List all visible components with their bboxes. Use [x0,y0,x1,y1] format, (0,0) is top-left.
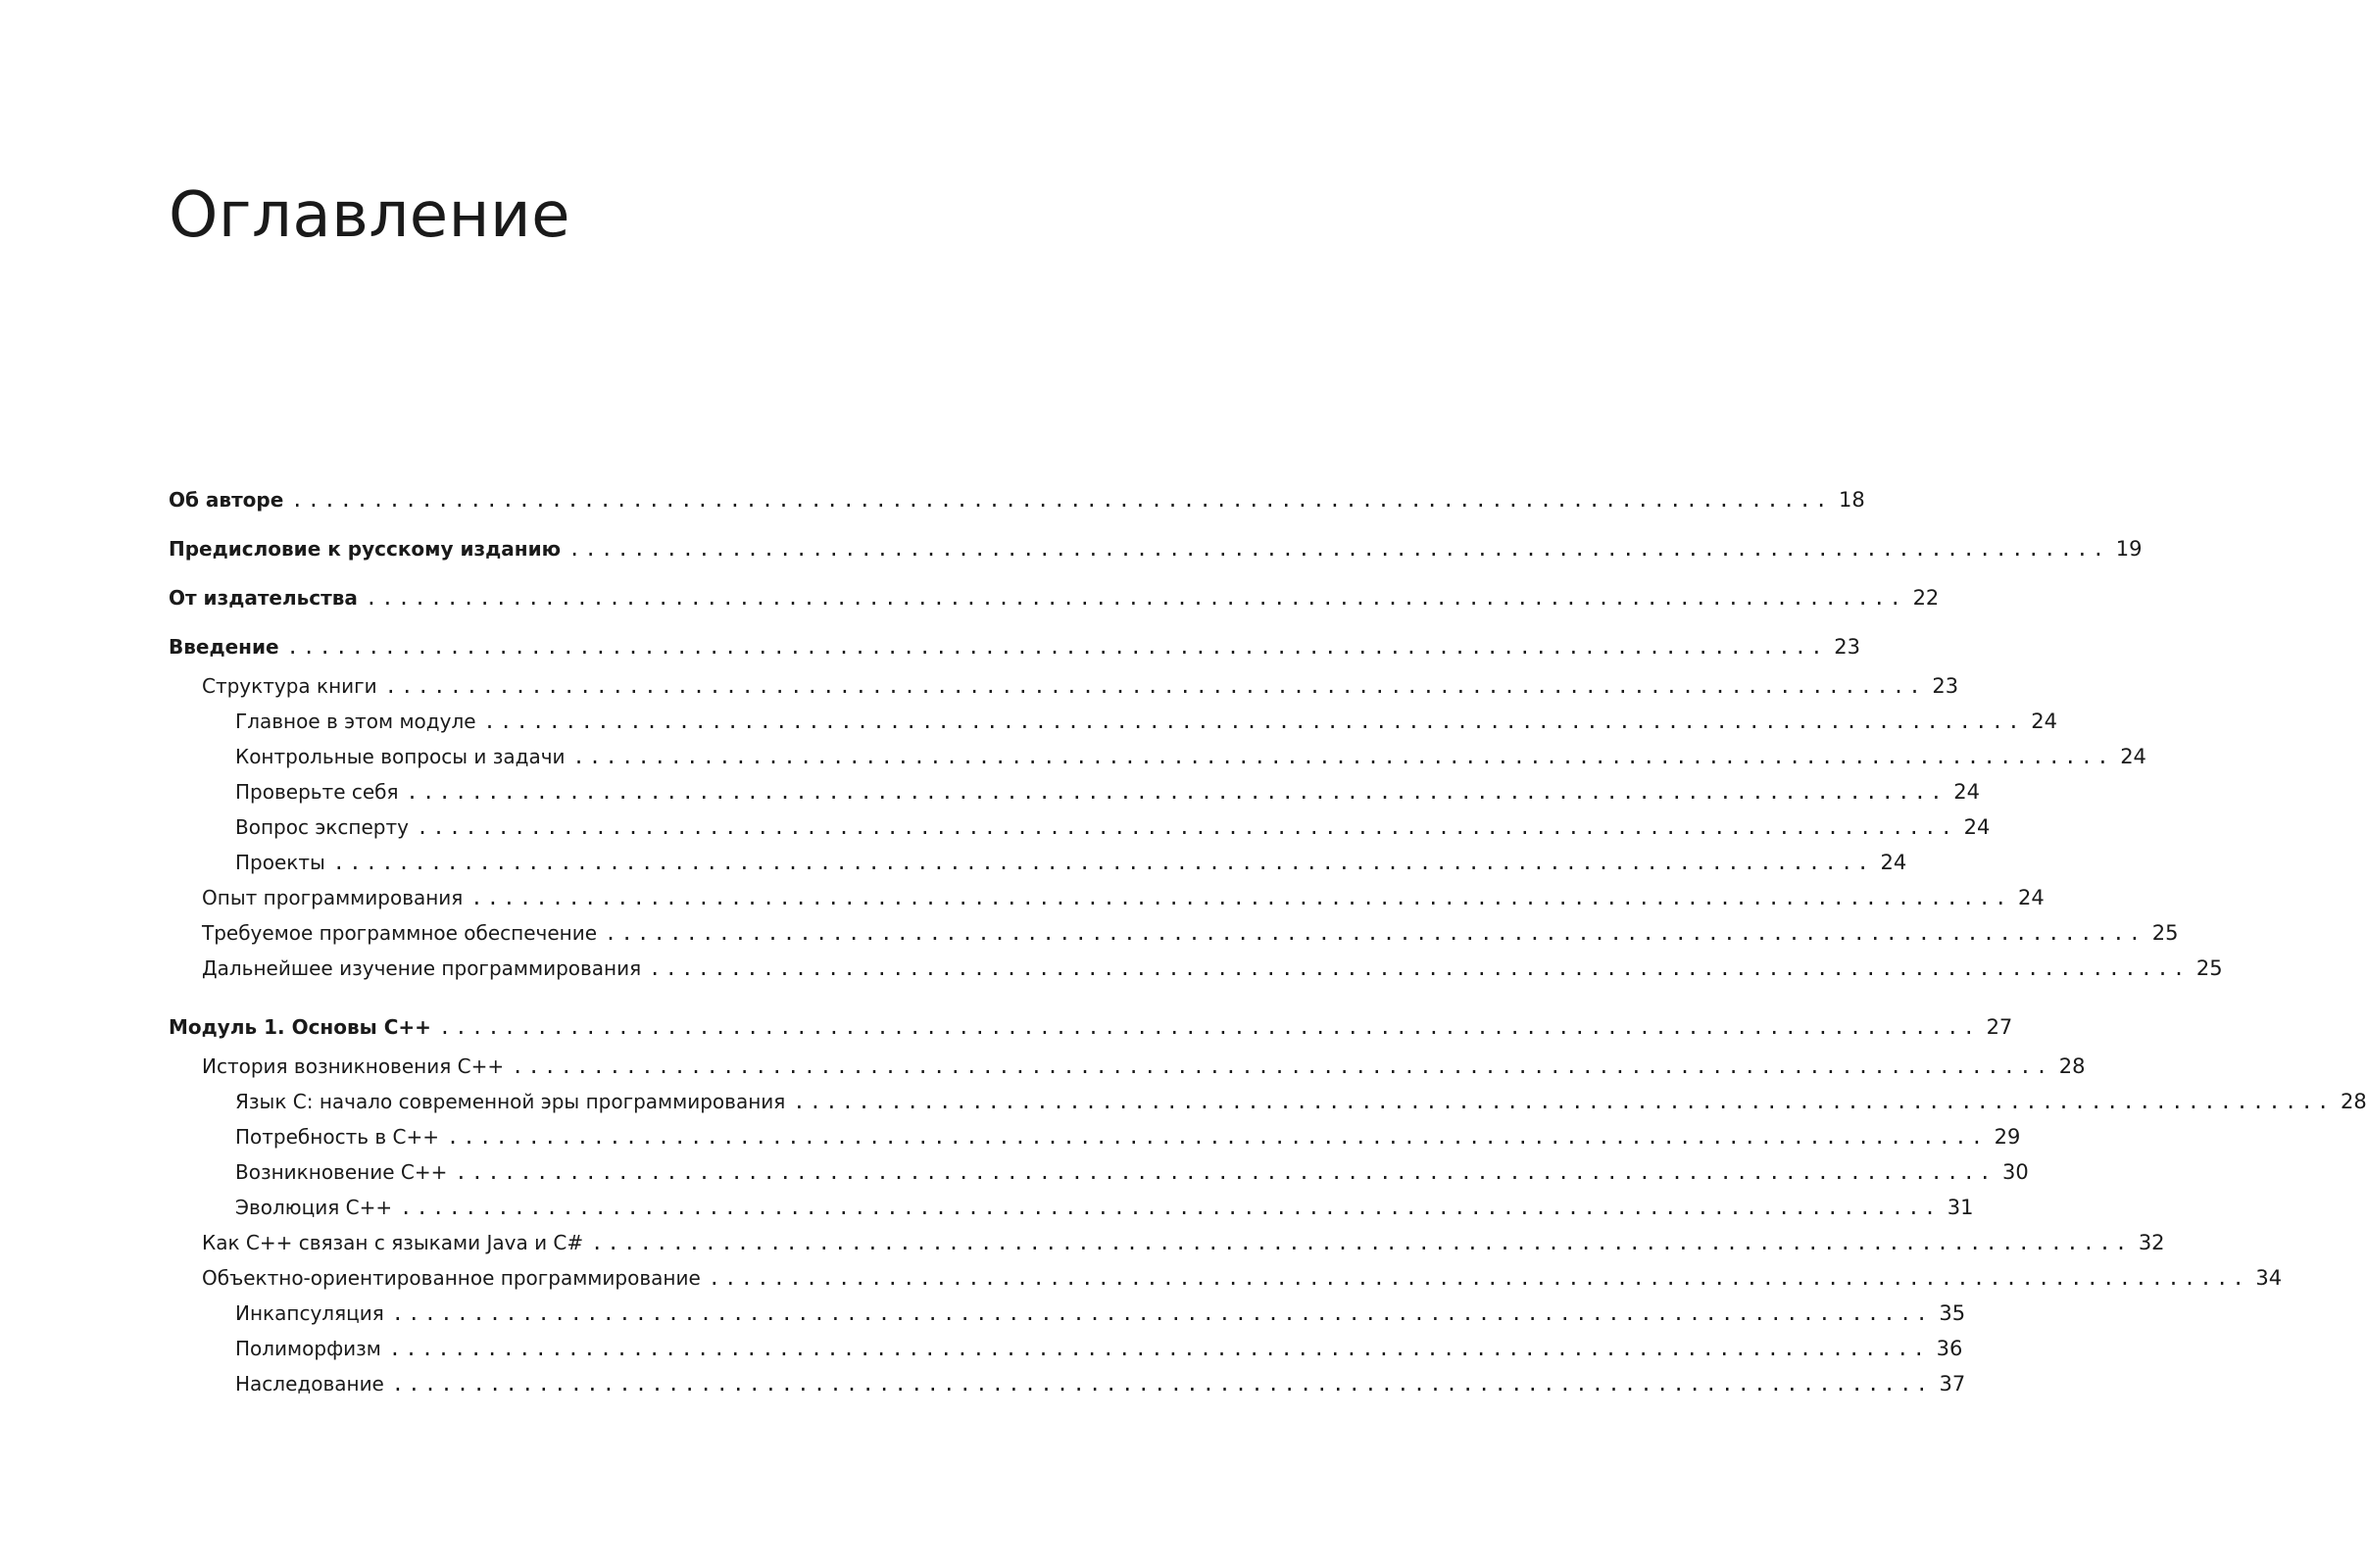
toc-entry-page: 24 [2120,745,2146,768]
toc-entry[interactable] [169,671,1959,701]
toc-entry[interactable] [169,534,2143,564]
toc-leader-dots: ............................................................................................... [391,1301,1933,1325]
toc-leader-dots: ............................................................................................... [591,1231,2132,1254]
toc-entry-page: 28 [2340,1090,2367,1113]
toc-entry-label: Объектно-ориентированное программирование [202,1266,701,1290]
toc-entry-label: От издательства [169,586,358,610]
toc-leader-dots: ............................................................................................... [391,1372,1933,1396]
toc-entry[interactable] [169,1012,2013,1042]
page-title: Оглавление [169,179,570,252]
toc-entry[interactable] [169,777,1980,807]
toc-leader-dots: ............................................................................................... [708,1266,2249,1290]
toc-entry[interactable] [169,742,2146,771]
toc-entry-page: 19 [2115,537,2143,561]
toc-entry-label: Требуемое программное обеспечение [202,921,598,945]
toc-entry-label: Структура книги [202,674,377,698]
toc-entry-label: Введение [169,635,279,659]
toc-leader-dots: ............................................................................................... [365,586,1906,610]
toc-entry[interactable] [169,707,2057,736]
toc-entry-label: Проверьте себя [235,780,399,804]
toc-entry-page: 18 [1838,488,1865,512]
toc-leader-dots: ............................................................................................... [455,1160,1996,1184]
toc-leader-dots: ............................................................................................... [512,1054,2052,1078]
toc-entry-page: 30 [2002,1160,2029,1184]
toc-leader-dots: ............................................................................................... [438,1015,1980,1039]
toc-entry[interactable] [169,1334,1963,1363]
toc-entry-label: Модуль 1. Основы C++ [169,1015,431,1039]
toc-leader-dots: ............................................................................................... [483,710,2024,733]
toc-leader-dots: ............................................................................................... [605,921,2145,945]
toc-leader-dots: ............................................................................................... [470,886,2011,909]
toc-entry[interactable] [169,1157,2029,1187]
toc-entry[interactable] [169,918,2179,948]
toc-leader-dots: ............................................................................................... [286,635,1827,659]
toc-entry-label: Наследование [235,1372,384,1396]
toc-entry[interactable] [169,1193,1974,1222]
toc-entry[interactable] [169,485,1865,514]
toc-entry-page: 22 [1912,586,1940,610]
toc-entry-label: Об авторе [169,488,284,512]
toc-entry[interactable] [169,954,2223,983]
toc-entry[interactable] [169,1228,2165,1257]
toc-entry[interactable] [169,1263,2283,1293]
toc-entry-page: 32 [2138,1231,2165,1254]
toc-entry-page: 27 [1986,1015,2013,1039]
toc-entry[interactable] [169,632,1860,662]
toc-entry-page: 31 [1947,1196,1974,1219]
toc-leader-dots: ............................................................................................... [649,956,2190,980]
toc-entry-page: 28 [2058,1054,2086,1078]
toc-leader-dots: ............................................................................................... [793,1090,2334,1113]
toc-entry-label: Возникновение C++ [235,1160,448,1184]
toc-leader-dots: ............................................................................................... [384,674,1926,698]
toc-leader-dots: ............................................................................................... [416,815,1957,839]
toc-entry-page: 24 [1963,815,1991,839]
toc-entry-page: 23 [1834,635,1860,659]
toc-entry-label: Контрольные вопросы и задачи [235,745,566,768]
toc-leader-dots: ............................................................................................... [447,1125,1988,1149]
toc-entry-label: Инкапсуляция [235,1301,384,1325]
toc-entry-page: 35 [1939,1301,1966,1325]
toc-entry-page: 23 [1932,674,1959,698]
toc-leader-dots: ............................................................................................... [291,488,1832,512]
toc-entry-label: Предисловие к русскому изданию [169,537,562,561]
toc-entry-label: Главное в этом модуле [235,710,476,733]
toc-entry-label: Вопрос эксперту [235,815,409,839]
toc-entry-page: 25 [2151,921,2179,945]
toc-entry-page: 37 [1939,1372,1966,1396]
toc-entry-page: 34 [2255,1266,2283,1290]
toc-entry-label: История возникновения C++ [202,1054,505,1078]
toc-entry-label: Проекты [235,851,325,874]
toc-entry-label: Опыт программирования [202,886,464,909]
toc-entry[interactable] [169,1087,2367,1116]
toc-entry-label: Дальнейшее изучение программирования [202,956,642,980]
toc-entry[interactable] [169,1298,1966,1328]
toc-entry-page: 29 [1994,1125,2021,1149]
toc-entry[interactable] [169,1369,1966,1398]
toc-entry-label: Эволюция C++ [235,1196,393,1219]
toc-entry-page: 25 [2195,956,2223,980]
toc-entry-page: 24 [2031,710,2057,733]
toc-entry[interactable] [169,583,1940,612]
toc-entry[interactable] [169,812,1991,842]
toc-entry[interactable] [169,883,2045,912]
toc-leader-dots: ............................................................................................... [332,851,1874,874]
toc-entry-label: Потребность в C++ [235,1125,439,1149]
toc-leader-dots: ............................................................................................... [388,1337,1930,1360]
toc-entry-page: 24 [1953,780,1980,804]
toc-entry-page: 24 [2018,886,2045,909]
toc-entry-page: 24 [1880,851,1907,874]
toc-entry-label: Язык С: начало современной эры программирования [235,1090,786,1113]
toc-entry-label: Как C++ связан с языками Java и C# [202,1231,584,1254]
toc-leader-dots: ............................................................................................... [568,537,2109,561]
toc-leader-dots: ............................................................................................... [406,780,1947,804]
toc-leader-dots: ............................................................................................... [400,1196,1941,1219]
toc-entry-label: Полиморфизм [235,1337,381,1360]
toc-leader-dots: ............................................................................................... [572,745,2113,768]
toc-entry[interactable] [169,848,1907,877]
toc-entry-page: 36 [1936,1337,1963,1360]
toc-entry[interactable] [169,1122,2021,1152]
toc-entry[interactable] [169,1052,2086,1081]
